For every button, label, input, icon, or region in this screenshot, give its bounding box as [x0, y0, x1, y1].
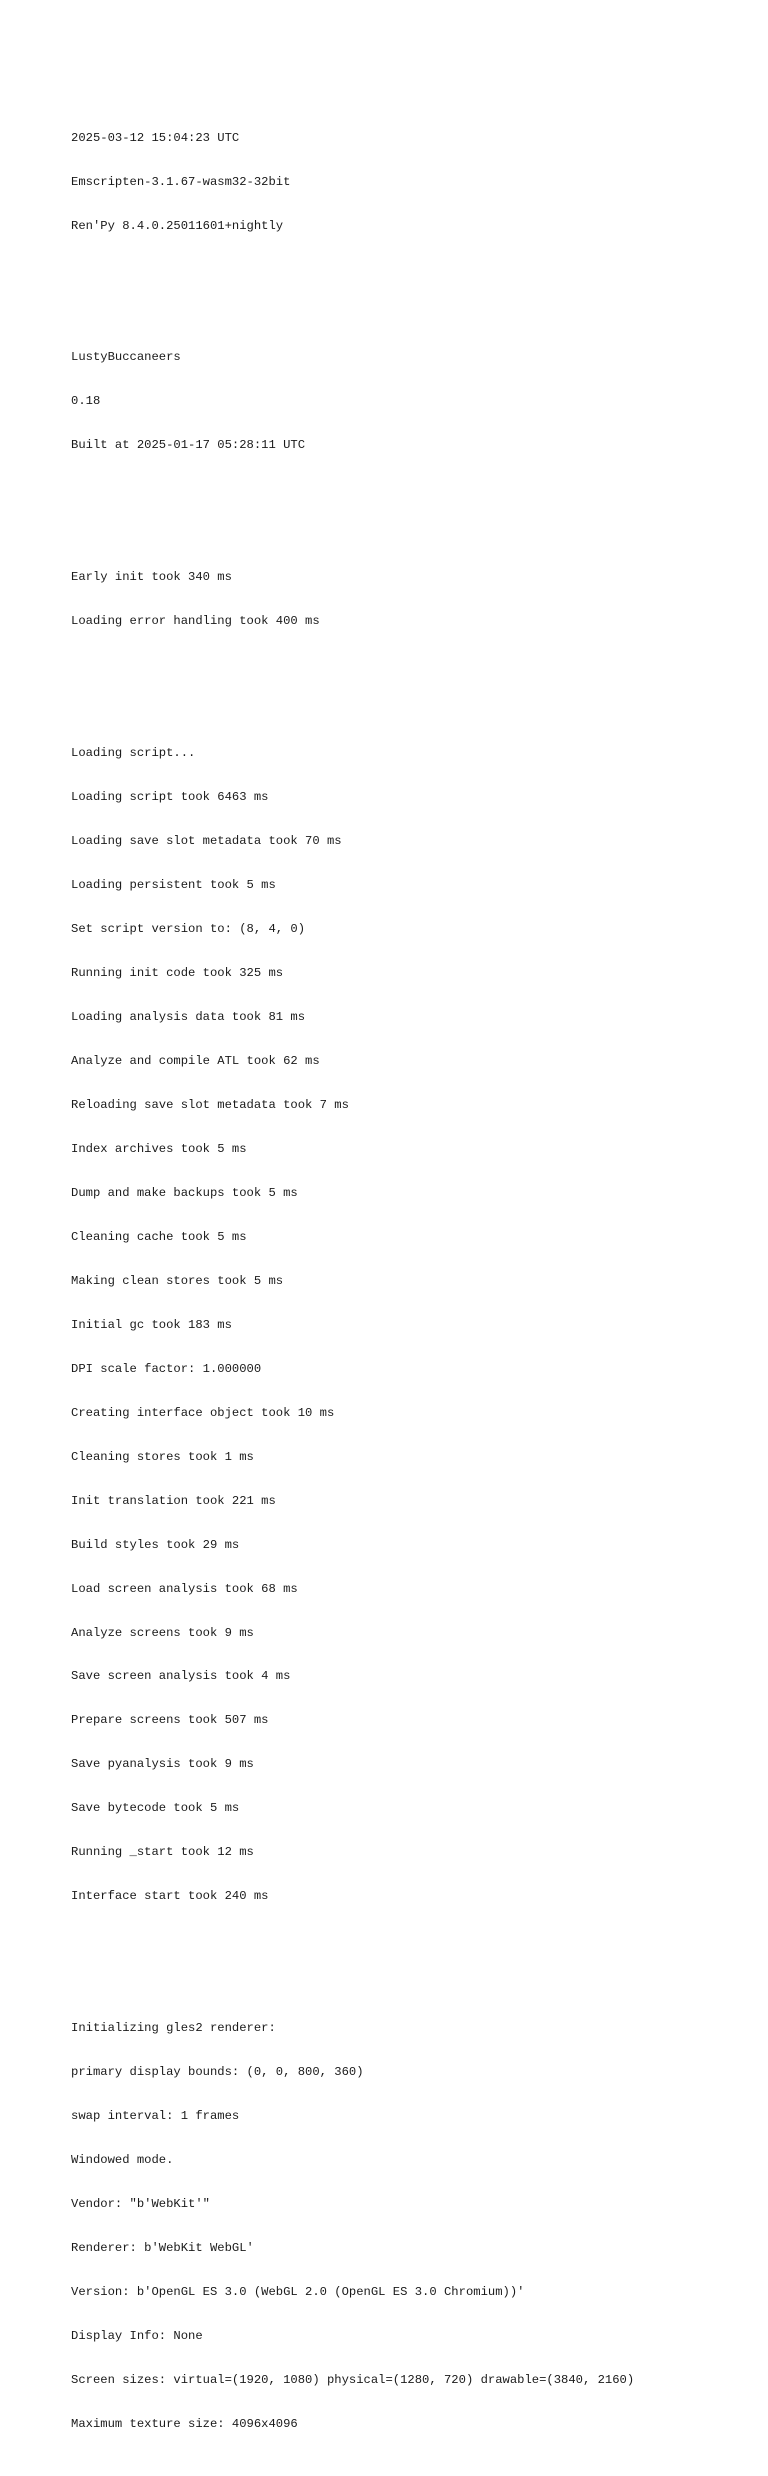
log-line: DPI scale factor: 1.000000	[71, 1361, 262, 1376]
log-line: Dump and make backups took 5 ms	[71, 1185, 298, 1200]
log-line: Analyze and compile ATL took 62 ms	[71, 1053, 320, 1068]
log-section-early	[71, 541, 751, 658]
log-line: Save screen analysis took 4 ms	[71, 1669, 291, 1684]
log-section-game	[71, 321, 751, 482]
log-section-script	[71, 717, 751, 1933]
log-line: Interface start took 240 ms	[71, 1889, 269, 1904]
log-line: Creating interface object took 10 ms	[71, 1405, 335, 1420]
log-line: Prepare screens took 507 ms	[71, 1713, 269, 1728]
log-line: Screen sizes: virtual=(1920, 1080) physical=(1280, 720) drawable=(3840, 2160)	[71, 2372, 635, 2387]
log-section-renderer	[71, 1992, 751, 2461]
log-line: Analyze screens took 9 ms	[71, 1625, 254, 1640]
log-line: Loading save slot metadata took 70 ms	[71, 834, 342, 849]
log-line: Loading error handling took 400 ms	[71, 614, 320, 629]
log-line: Index archives took 5 ms	[71, 1141, 247, 1156]
log-line: primary display bounds: (0, 0, 800, 360)	[71, 2065, 364, 2080]
log-line: Loading analysis data took 81 ms	[71, 1009, 306, 1024]
log-line: Loading script took 6463 ms	[71, 790, 269, 805]
log-line: Cleaning cache took 5 ms	[71, 1229, 247, 1244]
log-line-game-name: LustyBuccaneers	[71, 350, 181, 365]
log-line: Display Info: None	[71, 2329, 203, 2343]
log-line: Cleaning stores took 1 ms	[71, 1449, 254, 1464]
log-line: Reloading save slot metadata took 7 ms	[71, 1097, 349, 1112]
log-line: Running _start took 12 ms	[71, 1845, 254, 1860]
log-line: Running init code took 325 ms	[71, 965, 284, 980]
log-line-game-version: 0.18	[71, 394, 101, 409]
log-line: Initializing gles2 renderer:	[71, 2021, 276, 2036]
log-line: Build styles took 29 ms	[71, 1537, 240, 1552]
log-line-platform: Emscripten-3.1.67-wasm32-32bit	[71, 174, 291, 189]
log-line-build-time: Built at 2025-01-17 05:28:11 UTC	[71, 438, 306, 453]
log-line-renpy-version: Ren'Py 8.4.0.25011601+nightly	[71, 218, 284, 233]
log-line: Set script version to: (8, 4, 0)	[71, 922, 306, 937]
log-line: Renderer: b'WebKit WebGL'	[71, 2241, 254, 2256]
log-line: Loading script...	[71, 746, 196, 761]
log-line: Save bytecode took 5 ms	[71, 1801, 240, 1816]
log-line: Windowed mode.	[71, 2153, 174, 2168]
log-line: Save pyanalysis took 9 ms	[71, 1757, 254, 1772]
log-line: Making clean stores took 5 ms	[71, 1273, 284, 1288]
log-line: Initial gc took 183 ms	[71, 1317, 232, 1332]
log-line: Loading persistent took 5 ms	[71, 878, 276, 893]
log-line: swap interval: 1 frames	[71, 2109, 240, 2124]
log-section-header	[71, 101, 751, 262]
log-output	[71, 72, 751, 2476]
log-line: Maximum texture size: 4096x4096	[71, 2416, 298, 2431]
log-line: Early init took 340 ms	[71, 570, 232, 585]
log-line: Init translation took 221 ms	[71, 1493, 276, 1508]
log-line-timestamp: 2025-03-12 15:04:23 UTC	[71, 130, 240, 145]
log-line: Load screen analysis took 68 ms	[71, 1581, 298, 1596]
log-line: Version: b'OpenGL ES 3.0 (WebGL 2.0 (OpenGL ES 3.0 Chromium))'	[71, 2285, 525, 2300]
log-line: Vendor: "b'WebKit'"	[71, 2197, 210, 2212]
